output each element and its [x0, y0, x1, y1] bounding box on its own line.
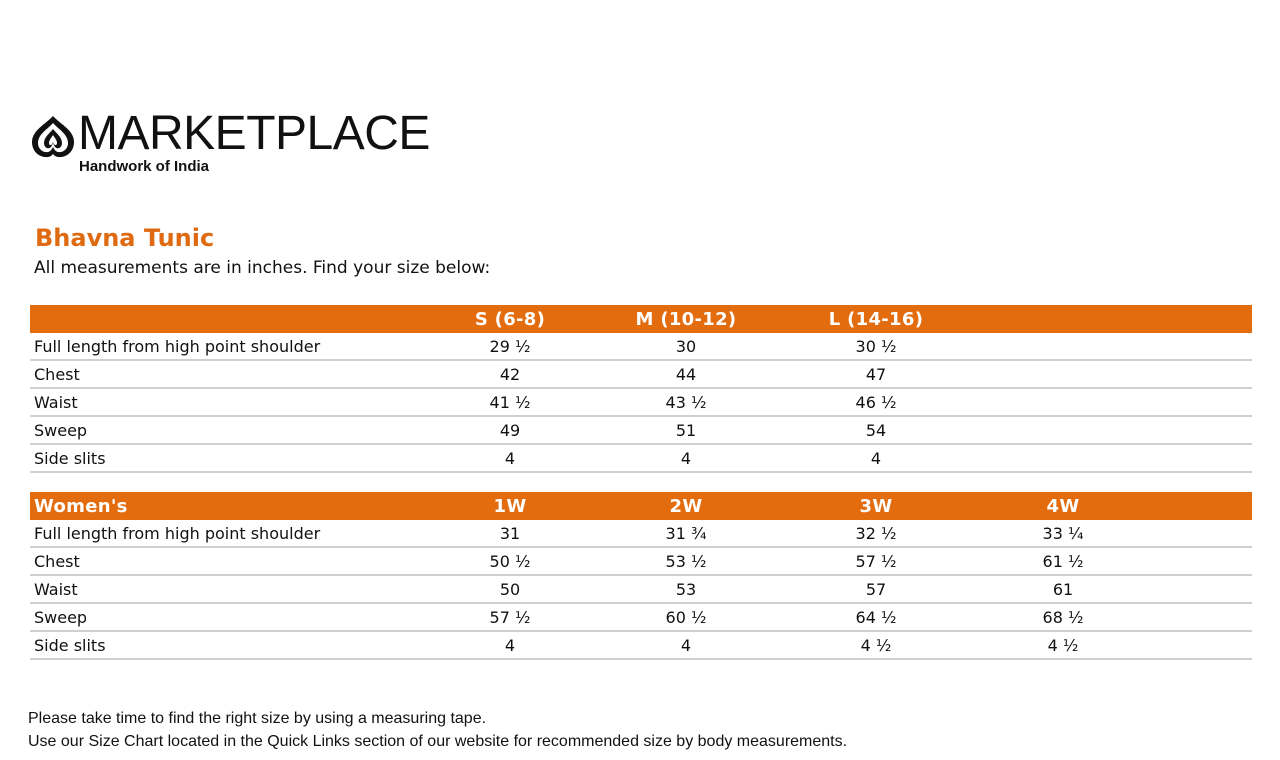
measurement-value: 44	[600, 360, 772, 388]
table-row	[30, 520, 1252, 547]
measurement-value: 57 ½	[772, 547, 980, 575]
measurement-value: 42	[420, 360, 600, 388]
measurement-value: 4	[600, 631, 772, 659]
measurement-value: 60 ½	[600, 603, 772, 631]
measurement-label: Side slits	[30, 444, 420, 472]
row-spacer	[1146, 416, 1252, 444]
leaf-flame-icon	[30, 114, 76, 160]
measurement-value: 30	[600, 333, 772, 360]
measurement-value: 33 ¼	[980, 520, 1146, 547]
womens-size-table	[30, 492, 1252, 660]
measurement-value: 29 ½	[420, 333, 600, 360]
header-label: Women's	[30, 492, 420, 520]
measurement-value: 32 ½	[772, 520, 980, 547]
measurement-label: Sweep	[30, 603, 420, 631]
row-spacer	[1146, 603, 1252, 631]
measurement-label: Waist	[30, 575, 420, 603]
measurement-value: 47	[772, 360, 980, 388]
table-row	[30, 603, 1252, 631]
measurement-value: 31	[420, 520, 600, 547]
measurement-value	[980, 416, 1146, 444]
header-label	[30, 305, 420, 333]
measurement-value: 4	[420, 444, 600, 472]
measurement-value: 43 ½	[600, 388, 772, 416]
measurement-value: 50 ½	[420, 547, 600, 575]
size-column-header: 3W	[772, 492, 980, 520]
measurement-value: 57 ½	[420, 603, 600, 631]
size-column-header: L (14-16)	[772, 305, 980, 333]
measurement-value: 49	[420, 416, 600, 444]
table-row	[30, 416, 1252, 444]
size-chart-tip: Use our Size Chart located in the Quick Links section of our website for recommended size by body measurements.	[28, 733, 848, 750]
row-spacer	[1146, 575, 1252, 603]
table-row	[30, 631, 1252, 659]
row-spacer	[1146, 444, 1252, 472]
regular-size-table	[30, 305, 1252, 473]
table-row	[30, 360, 1252, 388]
measurement-value: 4	[420, 631, 600, 659]
header-spacer	[1146, 305, 1252, 333]
measurement-value: 61	[980, 575, 1146, 603]
measurement-value: 31 ¾	[600, 520, 772, 547]
measurement-label: Chest	[30, 360, 420, 388]
measurement-label: Chest	[30, 547, 420, 575]
measurement-label: Waist	[30, 388, 420, 416]
measuring-tip: Please take time to find the right size by using a measuring tape.	[28, 710, 487, 727]
measurement-value: 61 ½	[980, 547, 1146, 575]
measurement-value: 51	[600, 416, 772, 444]
measurement-value	[980, 444, 1146, 472]
size-column-header: 1W	[420, 492, 600, 520]
table-row	[30, 444, 1252, 472]
measurement-value: 4 ½	[980, 631, 1146, 659]
measurement-value: 30 ½	[772, 333, 980, 360]
measurement-value	[980, 333, 1146, 360]
measurement-value: 68 ½	[980, 603, 1146, 631]
table-row	[30, 547, 1252, 575]
brand-logo	[30, 107, 430, 182]
measurement-value: 4	[600, 444, 772, 472]
measurement-value: 50	[420, 575, 600, 603]
measurement-value	[980, 388, 1146, 416]
measurement-value: 46 ½	[772, 388, 980, 416]
measurement-value	[980, 360, 1146, 388]
measurement-value: 4	[772, 444, 980, 472]
row-spacer	[1146, 388, 1252, 416]
size-column-header: M (10-12)	[600, 305, 772, 333]
table-row	[30, 575, 1252, 603]
measurement-label: Full length from high point shoulder	[30, 520, 420, 547]
measurement-value: 54	[772, 416, 980, 444]
table-header-row	[30, 305, 1252, 333]
measurement-value: 53 ½	[600, 547, 772, 575]
size-column-header: 4W	[980, 492, 1146, 520]
product-title: Bhavna Tunic	[35, 224, 215, 252]
measurement-label: Sweep	[30, 416, 420, 444]
row-spacer	[1146, 631, 1252, 659]
measurement-value: 64 ½	[772, 603, 980, 631]
row-spacer	[1146, 333, 1252, 360]
brand-name: MARKETPLACE	[78, 107, 430, 160]
table-row	[30, 388, 1252, 416]
measurement-label: Full length from high point shoulder	[30, 333, 420, 360]
size-column-header: 2W	[600, 492, 772, 520]
row-spacer	[1146, 547, 1252, 575]
row-spacer	[1146, 360, 1252, 388]
row-spacer	[1146, 520, 1252, 547]
size-column-header	[980, 305, 1146, 333]
size-column-header: S (6-8)	[420, 305, 600, 333]
measurement-value: 57	[772, 575, 980, 603]
measurement-label: Side slits	[30, 631, 420, 659]
measurement-value: 53	[600, 575, 772, 603]
measurement-note: All measurements are in inches. Find your size below:	[34, 258, 491, 278]
measurement-value: 41 ½	[420, 388, 600, 416]
table-row	[30, 333, 1252, 360]
measurement-value: 4 ½	[772, 631, 980, 659]
header-spacer	[1146, 492, 1252, 520]
table-header-row	[30, 492, 1252, 520]
brand-tagline: Handwork of India	[79, 158, 210, 175]
